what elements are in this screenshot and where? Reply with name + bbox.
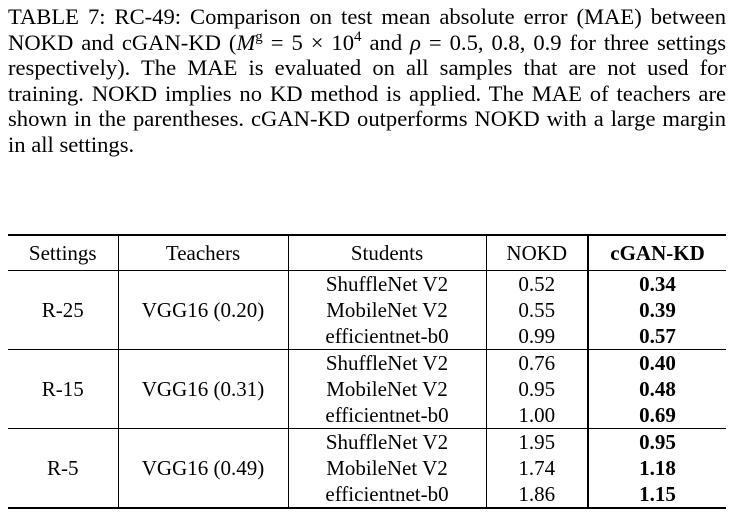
table-row <box>8 350 726 377</box>
nokd-cell: 1.00 <box>486 402 588 429</box>
cgan-cell: 0.39 <box>639 298 676 322</box>
table-row <box>8 271 726 298</box>
caption-text-1: TABLE 7: RC-49: Comparison on test mean absolute error (MAE) between NOKD and cGAN-KD ( <box>8 4 726 55</box>
caption-text-2: and <box>361 29 411 55</box>
results-table <box>8 234 726 509</box>
student-cell: MobileNet V2 <box>288 455 486 481</box>
setting-cell: R-25 <box>8 271 118 350</box>
setting-cell: R-15 <box>8 350 118 429</box>
cgan-cell: 0.34 <box>639 272 676 296</box>
caption-math-rho: ρ <box>410 29 421 55</box>
student-cell: ShuffleNet V2 <box>288 350 486 377</box>
caption-text-3: for three settings respectively). The MAE is evaluated on all samples that are not used for training. NOKD implies no KD method is applied. The MAE of teachers are shown in the parentheses. cGAN-KD outperforms NOKD with a large margin in all settings. <box>8 29 727 157</box>
nokd-cell: 0.52 <box>486 271 588 298</box>
student-cell: efficientnet-b0 <box>288 323 486 350</box>
setting-cell: R-5 <box>8 429 118 509</box>
student-cell: MobileNet V2 <box>288 297 486 323</box>
nokd-cell: 0.95 <box>486 376 588 402</box>
table-caption <box>8 4 726 158</box>
cgan-cell: 0.48 <box>639 377 676 401</box>
group-r5 <box>8 429 726 509</box>
student-cell: efficientnet-b0 <box>288 481 486 508</box>
cgan-cell: 1.15 <box>639 482 676 506</box>
cgan-cell: 0.69 <box>639 403 676 427</box>
student-cell: efficientnet-b0 <box>288 402 486 429</box>
cgan-cell: 1.18 <box>639 456 676 480</box>
cgan-cell: 0.95 <box>639 430 676 454</box>
nokd-cell: 1.74 <box>486 455 588 481</box>
header-nokd: NOKD <box>486 235 588 271</box>
header-row <box>8 235 726 271</box>
cgan-cell: 0.57 <box>639 324 676 348</box>
caption-math-eq1: = 5 × 10 <box>262 29 355 55</box>
student-cell: ShuffleNet V2 <box>288 429 486 456</box>
caption-math-m: $M^g$ <box>236 28 263 55</box>
nokd-cell: 0.55 <box>486 297 588 323</box>
header-cgan-kd: cGAN-KD <box>610 240 705 265</box>
header-settings: Settings <box>8 235 118 271</box>
caption-math-eq2: = 0.5, 0.8, 0.9 <box>420 29 562 55</box>
caption-math-exponent: 4 <box>354 28 362 45</box>
nokd-cell: 1.86 <box>486 481 588 508</box>
header-teachers: Teachers <box>118 235 288 271</box>
teacher-cell: VGG16 (0.20) <box>118 271 288 350</box>
teacher-cell: VGG16 (0.49) <box>118 429 288 509</box>
caption-math-m-superscript: g <box>255 28 263 45</box>
nokd-cell: 0.99 <box>486 323 588 350</box>
student-cell: ShuffleNet V2 <box>288 271 486 298</box>
cgan-cell: 0.40 <box>639 351 676 375</box>
table-row <box>8 429 726 456</box>
results-table-wrapper <box>8 234 726 509</box>
header-students: Students <box>288 235 486 271</box>
student-cell: MobileNet V2 <box>288 376 486 402</box>
nokd-cell: 0.76 <box>486 350 588 377</box>
nokd-cell: 1.95 <box>486 429 588 456</box>
teacher-cell: VGG16 (0.31) <box>118 350 288 429</box>
group-r15 <box>8 350 726 429</box>
group-r25 <box>8 271 726 350</box>
